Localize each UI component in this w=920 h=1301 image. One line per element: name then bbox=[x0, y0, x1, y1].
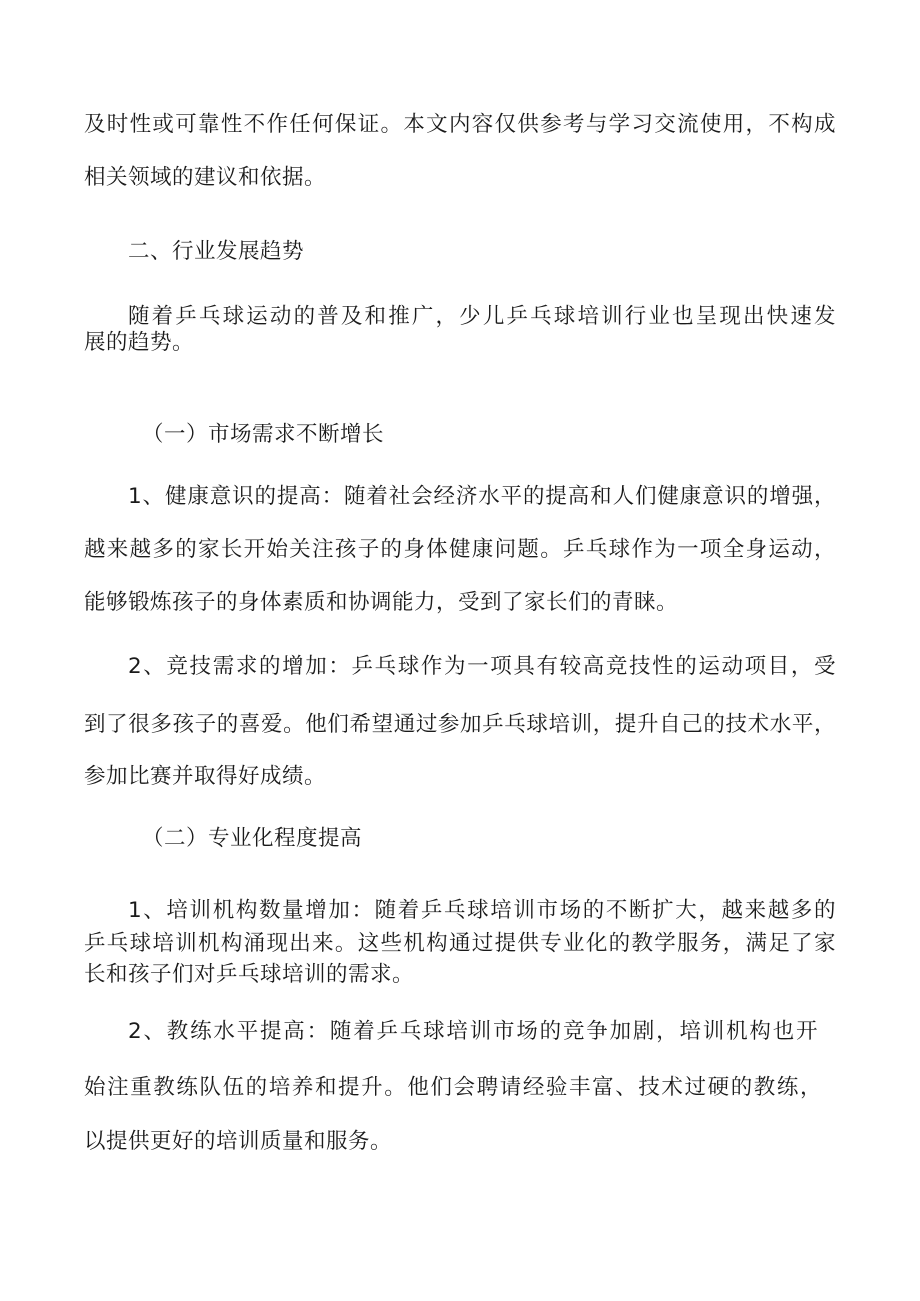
paragraph-line: 1、培训机构数量增加：随着乒乓球培训市场的不断扩大，越来越多的 bbox=[128, 898, 836, 923]
paragraph-line: 长和孩子们对乒乓球培训的需求。 bbox=[84, 962, 415, 987]
subsection-heading: （二）专业化程度提高 bbox=[142, 826, 363, 851]
subsection-heading: （一）市场需求不断增长 bbox=[142, 422, 385, 447]
paragraph-line: 参加比赛并取得好成绩。 bbox=[84, 764, 327, 789]
paragraph-line: 随着乒乓球运动的普及和推广，少儿乒乓球培训行业也呈现出快速发 bbox=[128, 304, 836, 329]
paragraph-line: 始注重教练队伍的培养和提升。他们会聘请经验丰富、技术过硬的教练， bbox=[84, 1075, 822, 1100]
paragraph-line: 相关领域的建议和依据。 bbox=[84, 165, 327, 190]
paragraph-line: 能够锻炼孩子的身体素质和协调能力，受到了家长们的青睐。 bbox=[84, 590, 679, 615]
paragraph-line: 及时性或可靠性不作任何保证。本文内容仅供参考与学习交流使用，不构成 bbox=[84, 112, 836, 137]
paragraph-line: 到了很多孩子的喜爱。他们希望通过参加乒乓球培训，提升自己的技术水平， bbox=[84, 712, 836, 737]
paragraph-line: 2、教练水平提高：随着乒乓球培训市场的竞争加剧，培训机构也开 bbox=[128, 1019, 818, 1044]
paragraph-line: 2、竞技需求的增加：乒乓球作为一项具有较高竞技性的运动项目，受 bbox=[128, 654, 836, 679]
paragraph-line: 以提供更好的培训质量和服务。 bbox=[84, 1129, 393, 1154]
section-heading: 二、行业发展趋势 bbox=[128, 239, 305, 264]
paragraph-line: 展的趋势。 bbox=[84, 330, 195, 355]
paragraph-line: 1、健康意识的提高：随着社会经济水平的提高和人们健康意识的增强， bbox=[128, 484, 836, 509]
paragraph-line: 乒乓球培训机构涌现出来。这些机构通过提供专业化的教学服务，满足了家 bbox=[84, 931, 836, 956]
paragraph-line: 越来越多的家长开始关注孩子的身体健康问题。乒乓球作为一项全身运动， bbox=[84, 537, 836, 562]
